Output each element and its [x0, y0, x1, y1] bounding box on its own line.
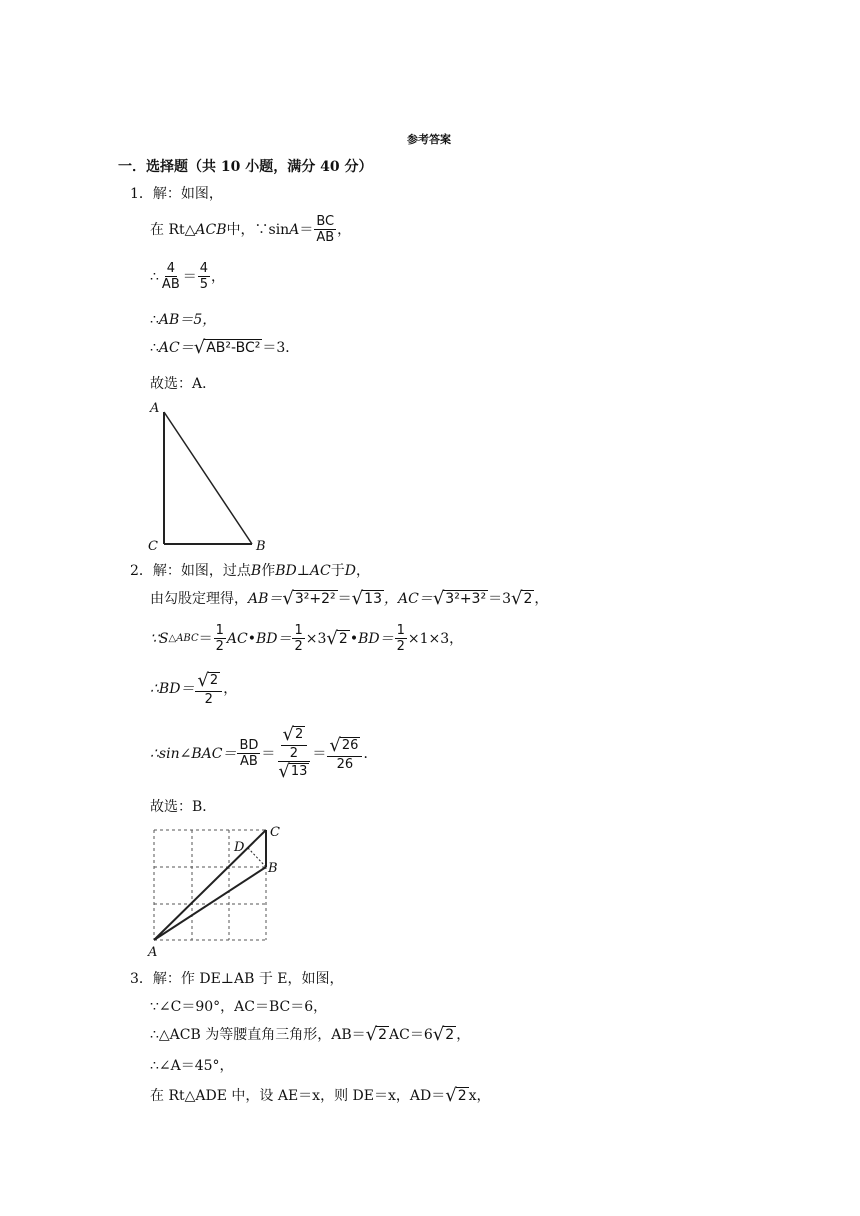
- q1-line-sin: [150, 215, 351, 244]
- sqrt-2: [445, 1087, 468, 1105]
- numerator: 4: [199, 261, 209, 276]
- vertex-b: B: [256, 539, 266, 554]
- text: ×1×3，: [407, 630, 464, 647]
- q3-line-4: [150, 1087, 491, 1105]
- fraction-bc-ab: [314, 215, 336, 244]
- radical-sign: √: [329, 734, 341, 756]
- denominator: 2: [204, 692, 213, 707]
- denominator: 2: [294, 639, 303, 654]
- q3-line-1: ∵∠C＝90°，AC＝BC＝6，: [150, 999, 328, 1015]
- sqrt-2: [283, 726, 306, 744]
- q1-triangle: ACB: [195, 221, 227, 238]
- radical-sign: √: [432, 588, 445, 609]
- radicand: 26: [341, 737, 359, 753]
- q1-line-ac: [150, 339, 299, 357]
- radicand: 13: [290, 764, 308, 779]
- q1-answer: 故选：A．: [150, 376, 217, 392]
- sqrt-ab2-bc2: [194, 339, 263, 357]
- fraction-1-2: [292, 624, 304, 653]
- numerator: [195, 672, 222, 692]
- q1-line-frac: [150, 262, 225, 291]
- therefore-sign: ∴: [150, 312, 159, 328]
- segment-ac: [154, 830, 266, 940]
- fraction-sqrt2-2: [281, 726, 308, 760]
- denominator: AB: [316, 230, 335, 245]
- radical-sign: √: [193, 337, 206, 358]
- numerator: 1: [396, 623, 405, 638]
- denominator: AB: [161, 277, 180, 292]
- fraction-sqrt2-2: [195, 672, 222, 706]
- q1-line-ab: [150, 313, 216, 327]
- radicand: 3²+2²: [294, 591, 336, 607]
- q3-line-3: ∴∠A＝45°，: [150, 1058, 234, 1074]
- numerator: BD: [239, 738, 259, 753]
- comma: ，: [456, 1027, 471, 1043]
- numerator: 1: [294, 623, 303, 638]
- comma: ，: [337, 221, 352, 238]
- comma: ，: [355, 563, 370, 579]
- sqrt-2: [326, 627, 349, 649]
- sqrt-3-2: [282, 590, 337, 608]
- equals-sign: ＝: [299, 221, 314, 238]
- sqrt-2: [433, 1026, 456, 1044]
- text: x，: [468, 1088, 491, 1104]
- vertex-c: C: [148, 539, 158, 554]
- fraction-sqrt26-26: [327, 734, 362, 772]
- comma: ，: [211, 268, 226, 285]
- segment-ab: [154, 867, 266, 940]
- area-label: ∵S: [150, 630, 169, 647]
- q1-figure: [140, 398, 280, 556]
- ab-label: AB＝: [248, 591, 283, 607]
- vertex-c: C: [270, 825, 280, 840]
- edge-ab: [164, 412, 252, 544]
- fraction-bd-ab: [237, 739, 260, 768]
- text: 在 Rt△ADE 中，设 AE＝x，则 DE＝x，AD＝: [150, 1088, 446, 1104]
- perp-sign: ⊥: [296, 563, 310, 579]
- q2-line-area: [150, 624, 463, 653]
- q1-ac-label: AC＝: [158, 340, 194, 356]
- text: ×3: [305, 630, 327, 647]
- denominator: 5: [199, 277, 209, 292]
- denominator: 26: [336, 756, 354, 772]
- radical-sign: √: [432, 1024, 445, 1045]
- vertex-d: D: [234, 840, 245, 855]
- area-subscript: △ABC: [168, 632, 199, 644]
- radicand: 2: [378, 1027, 388, 1043]
- radicand: 2: [523, 591, 533, 607]
- bd-label: ∴BD＝: [150, 681, 195, 697]
- radical-sign: √: [511, 588, 523, 609]
- radicand: 3²+3²: [445, 591, 487, 607]
- q1-ab-value: AB＝5，: [158, 312, 217, 328]
- q1-angle: A: [289, 221, 300, 238]
- radicand: 2: [457, 1088, 467, 1104]
- vertex-a: A: [150, 401, 160, 416]
- segment-bd: BD: [275, 563, 297, 579]
- vertex-a: A: [148, 945, 158, 958]
- q2-answer: 故选：B．: [150, 799, 217, 815]
- equals-sign: ＝: [312, 745, 327, 762]
- denominator: 2: [289, 746, 299, 761]
- ac-label: ，AC＝: [383, 591, 433, 607]
- q3-head: 3．解：作 DE⊥AB 于 E，如图，: [130, 971, 344, 987]
- q2-head: [130, 564, 370, 578]
- sqrt-26: [329, 734, 360, 756]
- q2-line-pythag: [150, 590, 548, 608]
- equals-sign: ＝: [198, 630, 213, 647]
- radical-sign: √: [351, 588, 364, 609]
- q1-head: 1．解：如图，: [130, 186, 223, 202]
- q2-line-sin: [150, 726, 377, 781]
- segment-bd: [248, 848, 266, 867]
- equals-sign: ＝: [182, 268, 197, 285]
- denominator: AB: [240, 754, 258, 769]
- radical-sign: √: [278, 761, 290, 782]
- vertex-b: B: [268, 861, 278, 876]
- fraction-4-5: [198, 262, 210, 291]
- q1-text: 中，∵sin: [226, 221, 290, 238]
- radicand: 2: [338, 630, 348, 647]
- numerator: BC: [316, 214, 335, 229]
- page-title: 参考答案: [407, 133, 451, 146]
- text: 作: [261, 563, 276, 579]
- text: AC•BD＝: [226, 630, 292, 647]
- numerator: [327, 734, 362, 757]
- therefore-sign: ∴: [150, 340, 159, 356]
- radicand: AB²-BC²: [206, 340, 261, 356]
- numerator: [281, 726, 308, 746]
- numerator: 4: [166, 261, 175, 276]
- segment-ac: AC: [309, 563, 331, 579]
- radicand: 2: [445, 1027, 455, 1043]
- period: ．: [363, 745, 378, 762]
- complex-fraction: [276, 726, 311, 781]
- radical-sign: √: [282, 588, 294, 609]
- sqrt-13: [352, 590, 384, 608]
- radical-sign: √: [445, 1085, 457, 1106]
- point-b: B: [250, 563, 262, 579]
- sqrt-3-3: [433, 590, 488, 608]
- sqrt-2: [511, 590, 534, 608]
- equals-sign: ＝: [337, 591, 352, 607]
- q2-line-bd: [150, 672, 237, 706]
- equals-sign: ＝: [261, 745, 276, 762]
- radical-sign: √: [326, 627, 338, 649]
- text: AC＝6: [389, 1027, 433, 1043]
- comma: ，: [534, 591, 549, 607]
- sqrt-2: [197, 672, 220, 690]
- fraction-1-2: [395, 624, 407, 653]
- radical-sign: √: [197, 670, 209, 691]
- text: 由勾股定理得，: [150, 591, 248, 607]
- radicand: 2: [294, 727, 304, 742]
- text: 于: [330, 563, 345, 579]
- text: ∴△ACB 为等腰直角三角形，AB＝: [150, 1027, 366, 1043]
- denominator: 2: [215, 639, 224, 654]
- point-d: D: [344, 563, 356, 579]
- q1-ac-result: ＝3．: [262, 340, 300, 356]
- text: 2．解：如图，过点: [130, 563, 251, 579]
- sin-label: ∴sin∠BAC＝: [150, 745, 237, 762]
- sqrt-13: [278, 763, 309, 781]
- sqrt-2: [366, 1026, 389, 1044]
- radicand: 13: [364, 591, 382, 607]
- text: •BD＝: [349, 630, 394, 647]
- radicand: 2: [209, 673, 219, 688]
- q3-line-2: [150, 1026, 470, 1044]
- denominator: [276, 762, 311, 781]
- fraction-4-ab: [160, 262, 182, 291]
- section-heading: 一．选择题（共 10 小题，满分 40 分）: [118, 159, 373, 175]
- radical-sign: √: [282, 724, 294, 745]
- q2-figure: [140, 820, 290, 958]
- comma: ，: [223, 681, 238, 697]
- q1-text: 在 Rt△: [150, 221, 196, 238]
- radical-sign: √: [365, 1024, 378, 1045]
- fraction-1-2: [214, 624, 226, 653]
- therefore-sign: ∴: [150, 268, 159, 285]
- numerator: 1: [215, 623, 224, 638]
- numerator: [278, 726, 311, 762]
- denominator: 2: [396, 639, 405, 654]
- text: ＝3: [488, 591, 511, 607]
